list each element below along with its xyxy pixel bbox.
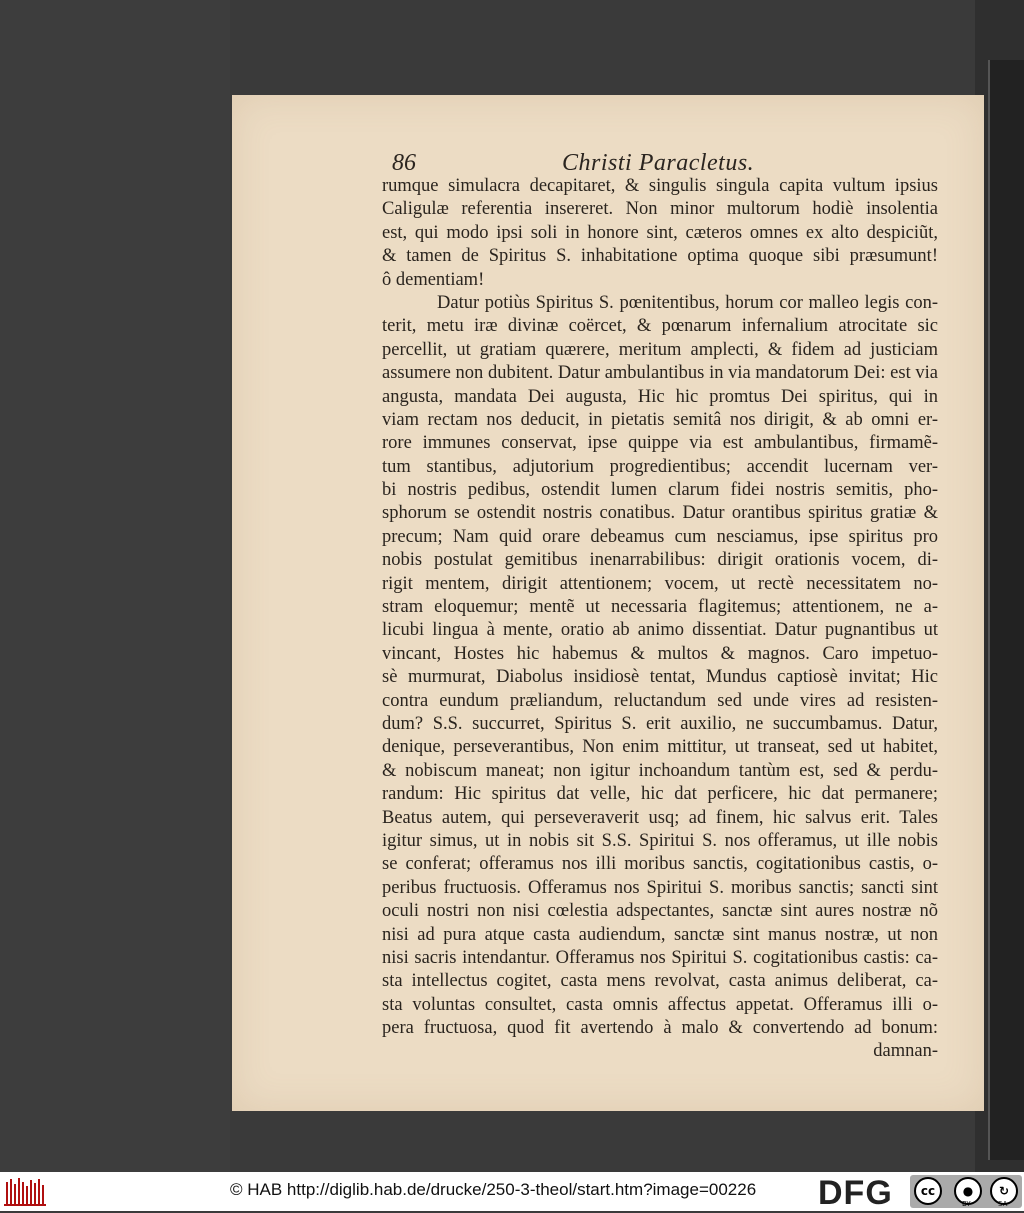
text-line: assumere non dubitent. Datur ambulantibus in via mandatorum Dei: est via: [382, 363, 938, 384]
by-label: BY: [962, 1200, 971, 1208]
text-line: est, qui modo ipsi soli in honore sint, cæteros omnes ex alto despiciũt,: [382, 222, 938, 243]
text-line: Beatus autem, qui perseveraverit usq; ad finem, hic salvus erit. Tales: [382, 807, 938, 828]
cc-icon: cc: [914, 1177, 942, 1205]
text-line: viam rectam nos deducit, in pietatis semitâ nos dirigit, & ab omni er-: [382, 409, 938, 430]
text-line: oculi nostri non nisi cœlestia adspectantes, sanctæ sint aures nostræ nõ: [382, 901, 938, 922]
text-line: contra eundum præliandum, reluctandum sed unde vires ad resisten-: [382, 690, 938, 711]
text-line: Datur potiùs Spiritus S. pœnitentibus, horum cor malleo legis con-: [437, 292, 938, 313]
text-line: rigit mentem, dirigit attentionem; vocem, ut rectè necessitatem no-: [382, 573, 938, 594]
text-line: rore immunes conservat, ipse quippe via est ambulantibus, firmamẽ-: [382, 433, 938, 454]
catchword: damnan-: [873, 1041, 938, 1062]
dfg-logo: DFG: [818, 1174, 893, 1212]
text-line: se conferat; offeramus nos illi moribus sanctis, cogitationibus castis, o-: [382, 854, 938, 875]
text-line: Caligulæ referentia insereret. Non minor multorum hodiè insolentia: [382, 199, 938, 220]
book-page: [232, 95, 984, 1111]
page-number: 86: [392, 150, 416, 176]
source-link[interactable]: © HAB http://diglib.hab.de/drucke/250-3-theol/start.htm?image=00226: [230, 1180, 757, 1199]
text-line: percellit, ut gratiam quærere, meritum amplecti, & fidem ad justiciam: [382, 339, 938, 360]
text-line: precum; Nam quid orare debeamus cum nesciamus, ipse spiritus pro: [382, 526, 938, 547]
text-line: sphorum se ostendit nostris conatibus. Datur orantibus spiritus gratiæ &: [382, 503, 938, 524]
text-line: rumque simulacra decapitaret, & singulis singula capita vultum ipsius: [382, 176, 938, 196]
left-margin-background: [0, 0, 230, 1172]
text-line: denique, perseverantibus, Non enim mittitur, ut transeat, sed ut habitet,: [382, 737, 938, 758]
text-line: sta voluntas consultet, casta omnis affectus appetat. Offeramus illi o-: [382, 994, 938, 1015]
text-line: dum? S.S. succurret, Spiritus S. erit auxilio, ne succumbamus. Datur,: [382, 713, 938, 734]
text-line: igitur simus, ut in nobis sit S.S. Spiritui S. nos offeramus, ut ille nobis: [382, 830, 938, 851]
text-line: nobis postulat gemitibus inenarrabilibus: dirigit orationis vocem, di-: [382, 550, 938, 571]
text-line: & nobiscum maneat; non igitur inchoandum tantùm est, sed & perdu-: [382, 760, 938, 781]
text-line: licubi lingua à mente, oratio ab animo dissentiat. Datur pugnantibus ut: [382, 620, 938, 641]
cc-license-badge[interactable]: [910, 1175, 1022, 1208]
text-line: randum: Hic spiritus dat velle, hic dat perficere, hic dat permanere;: [382, 784, 938, 805]
text-line: angusta, mandata Dei augusta, Hic hic promtus Dei spiritus, qui in: [382, 386, 938, 407]
text-line: nisi sacris intendantur. Offeramus nos Spiritui S. cogitationibus castis: ca-: [382, 947, 938, 968]
text-line: stram eloquemur; mentẽ ut necessaria flagitemus; attentionem, ne a-: [382, 597, 938, 618]
text-line: peribus fructuosis. Offeramus nos Spiritui S. moribus sanctis; sancti sint: [382, 877, 938, 898]
running-head: Christi Paracletus.: [562, 150, 755, 176]
text-line: tum stantibus, adjutorium progredientibus; accendit lucernam ver-: [382, 456, 938, 477]
footer-bar: [0, 1172, 1024, 1211]
book-edge-strip: [988, 60, 1024, 1160]
text-line: sta intellectus cogitet, casta mens revolvat, casta animus deliberat, ca-: [382, 971, 938, 992]
share-alike-icon: ↻: [990, 1177, 1018, 1205]
text-line: ô dementiam!: [382, 269, 485, 290]
text-line: & tamen de Spiritus S. inhabitatione optima quoque sibi præsumunt!: [382, 246, 938, 267]
sa-label: SA: [998, 1200, 1008, 1208]
text-line: terit, metu iræ divinæ coërcet, & pœnarum infernalium atrocitate sic: [382, 316, 938, 337]
text-line: pera fructuosa, quod fit avertendo à malo & convertendo ad bonum:: [382, 1018, 938, 1039]
text-line: bi nostris pedibus, ostendit lumen clarum fidei nostris semitis, pho-: [382, 480, 938, 501]
text-line: vincant, Hostes hic habemus & multos & magnos. Caro impetuo-: [382, 643, 938, 664]
text-block: [382, 175, 938, 1064]
text-line: sè murmurat, Diabolus insidiosè tentat, Mundus captiosè invitat; Hic: [382, 667, 938, 688]
hab-logo-icon: [4, 1176, 48, 1207]
text-line: nisi ad pura atque casta audiendum, sanctæ sint manus nostræ, ut non: [382, 924, 938, 945]
attribution-icon: ●: [954, 1177, 982, 1205]
